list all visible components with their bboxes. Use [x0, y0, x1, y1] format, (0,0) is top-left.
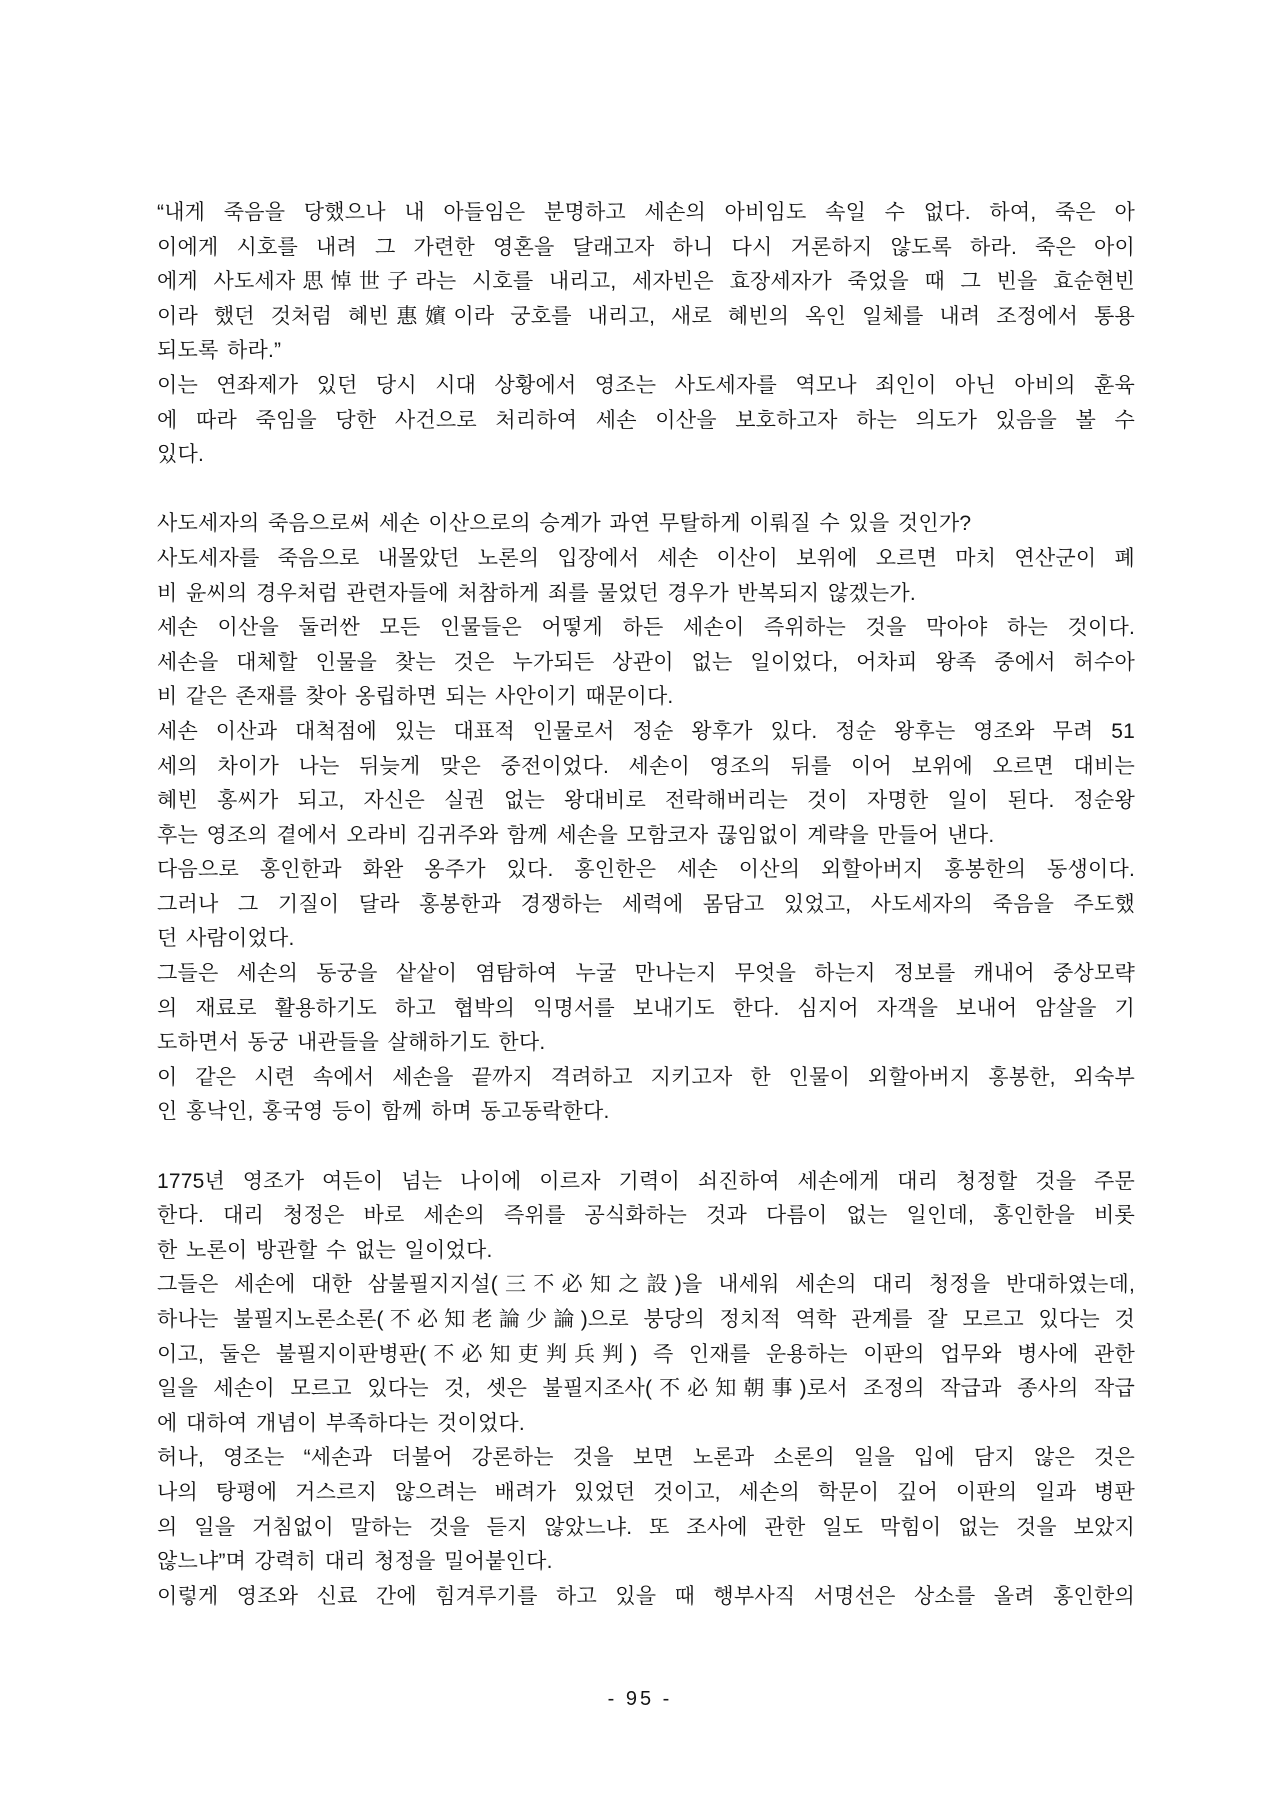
text-line: 이는 연좌제가 있던 당시 시대 상황에서 영조는 사도세자를 역모나 죄인이 아닌 아비의 훈육 [157, 373, 1135, 397]
text-line: 의 일을 거침없이 말하는 것을 듣지 않았느냐. 또 조사에 관한 일도 막힘이 없는 것을 보았지 [157, 1515, 1135, 1539]
text-line: 이에게 시호를 내려 그 가련한 영혼을 달래고자 하니 다시 거론하지 않도록 하라. 죽은 아이 [157, 235, 1135, 259]
text-line: 있다. [157, 443, 205, 467]
text-line: 에 대하여 개념이 부족하다는 것이었다. [157, 1411, 525, 1435]
text-line: 사도세자의 죽음으로써 세손 이산으로의 승계가 과연 무탈하게 이뤄질 수 있을 것인가? [157, 512, 972, 536]
text-line: 않느냐”며 강력히 대리 청정을 밀어붙인다. [157, 1550, 553, 1574]
text-line: 그들은 세손에 대한 삼불필지지설(三不必知之設)을 내세워 세손의 대리 청정을 반대하였는데, [157, 1273, 1135, 1297]
paragraph [157, 542, 1135, 611]
text-line: 이고, 둘은 불필지이판병판(不必知吏判兵判) 즉 인재를 운용하는 이판의 업무와 병사에 관한 [157, 1342, 1135, 1366]
text-line: 의 재료로 활용하기도 하고 협박의 익명서를 보내기도 한다. 심지어 자객을 보내어 암살을 기 [157, 996, 1135, 1020]
paragraph [157, 1268, 1135, 1441]
text-line: 에 따라 죽임을 당한 사건으로 처리하여 세손 이산을 보호하고자 하는 의도가 있음을 볼 수 [157, 408, 1135, 432]
text-line: 세손을 대체할 인물을 찾는 것은 누가되든 상관이 없는 일이었다, 어차피 왕족 중에서 허수아 [157, 650, 1135, 674]
text-line: 1775년 영조가 여든이 넘는 나이에 이르자 기력이 쇠진하여 세손에게 대리 청정할 것을 주문 [157, 1169, 1135, 1193]
text-line: 던 사람이었다. [157, 927, 295, 951]
blank-line [157, 473, 1135, 508]
paragraph [157, 196, 1135, 369]
text-line: 사도세자를 죽음으로 내몰았던 노론의 입장에서 세손 이산이 보위에 오르면 마치 연산군이 폐 [157, 546, 1135, 570]
paragraph [157, 957, 1135, 1061]
text-line: 세손 이산을 둘러싼 모든 인물들은 어떻게 하든 세손이 즉위하는 것을 막아야 하는 것이다. [157, 616, 1135, 640]
text-line: 이라 했던 것처럼 혜빈惠嬪이라 궁호를 내리고, 새로 혜빈의 옥인 일체를 내려 조정에서 통용 [157, 304, 1135, 328]
paragraph [157, 611, 1135, 715]
text-line: 나의 탕평에 거스르지 않으려는 배려가 있었던 것이고, 세손의 학문이 깊어 이판의 일과 병판 [157, 1480, 1135, 1504]
text-line: 도하면서 동궁 내관들을 살해하기도 한다. [157, 1031, 546, 1055]
text-line: 비 같은 존재를 찾아 옹립하면 되는 사안이기 때문이다. [157, 685, 674, 709]
text-line: 세의 차이가 나는 뒤늦게 맞은 중전이었다. 세손이 영조의 뒤를 이어 보위에 오르면 대비는 [157, 754, 1135, 778]
text-line: 그러나 그 기질이 달라 홍봉한과 경쟁하는 세력에 몸담고 있었고, 사도세자의 죽음을 주도했 [157, 892, 1135, 916]
text-line: 비 윤씨의 경우처럼 관련자들에 처참하게 죄를 물었던 경우가 반복되지 않겠는가. [157, 581, 916, 605]
text-line: 하나는 불필지노론소론(不必知老論少論)으로 붕당의 정치적 역학 관계를 잘 모르고 있다는 것 [157, 1308, 1135, 1331]
text-line: “내게 죽음을 당했으나 내 아들임은 분명하고 세손의 아비임도 속일 수 없다. 하여, 죽은 아 [157, 201, 1135, 224]
paragraph [157, 1165, 1135, 1269]
text-line: 에게 사도세자思悼世子라는 시호를 내리고, 세자빈은 효장세자가 죽었을 때 그 빈을 효순현빈 [157, 270, 1135, 294]
blank-line [157, 1130, 1135, 1165]
page-number: - 95 - [607, 1688, 673, 1710]
text-line: 일을 세손이 모르고 있다는 것, 셋은 불필지조사(不必知朝事)로서 조정의 작급과 종사의 작급 [157, 1377, 1135, 1401]
paragraph [157, 507, 1135, 542]
text-line: 한다. 대리 청정은 바로 세손의 즉위를 공식화하는 것과 다름이 없는 일인데, 홍인한을 비롯 [157, 1204, 1135, 1228]
paragraph [157, 1580, 1135, 1615]
text-line: 되도록 하라.” [157, 339, 282, 363]
paragraph [157, 369, 1135, 473]
paragraph [157, 1061, 1135, 1130]
text-line: 혜빈 홍씨가 되고, 자신은 실권 없는 왕대비로 전락해버리는 것이 자명한 일이 된다. 정순왕 [157, 789, 1135, 813]
text-line: 이렇게 영조와 신료 간에 힘겨루기를 하고 있을 때 행부사직 서명선은 상소를 올려 홍인한의 [157, 1584, 1135, 1608]
text-line: 허나, 영조는 “세손과 더불어 강론하는 것을 보면 노론과 소론의 일을 입에 담지 않은 것은 [157, 1446, 1135, 1470]
paragraph [157, 1441, 1135, 1579]
document-body [157, 196, 1135, 1614]
text-line: 다음으로 홍인한과 화완 옹주가 있다. 홍인한은 세손 이산의 외할아버지 홍봉한의 동생이다. [157, 858, 1135, 882]
text-line: 후는 영조의 곁에서 오라비 김귀주와 함께 세손을 모함코자 끊임없이 계략을 만들어 낸다. [157, 823, 995, 847]
text-line: 한 노론이 방관할 수 없는 일이었다. [157, 1238, 493, 1262]
text-line: 세손 이산과 대척점에 있는 대표적 인물로서 정순 왕후가 있다. 정순 왕후는 영조와 무려 51 [157, 719, 1135, 743]
paragraph [157, 715, 1135, 853]
text-line: 인 홍낙인, 홍국영 등이 함께 하며 동고동락한다. [157, 1100, 610, 1124]
text-line: 그들은 세손의 동궁을 샅샅이 염탐하여 누굴 만나는지 무엇을 하는지 정보를 캐내어 중상모략 [157, 962, 1135, 986]
paragraph [157, 853, 1135, 957]
text-line: 이 같은 시련 속에서 세손을 끝까지 격려하고 지키고자 한 인물이 외할아버지 홍봉한, 외숙부 [157, 1065, 1135, 1089]
